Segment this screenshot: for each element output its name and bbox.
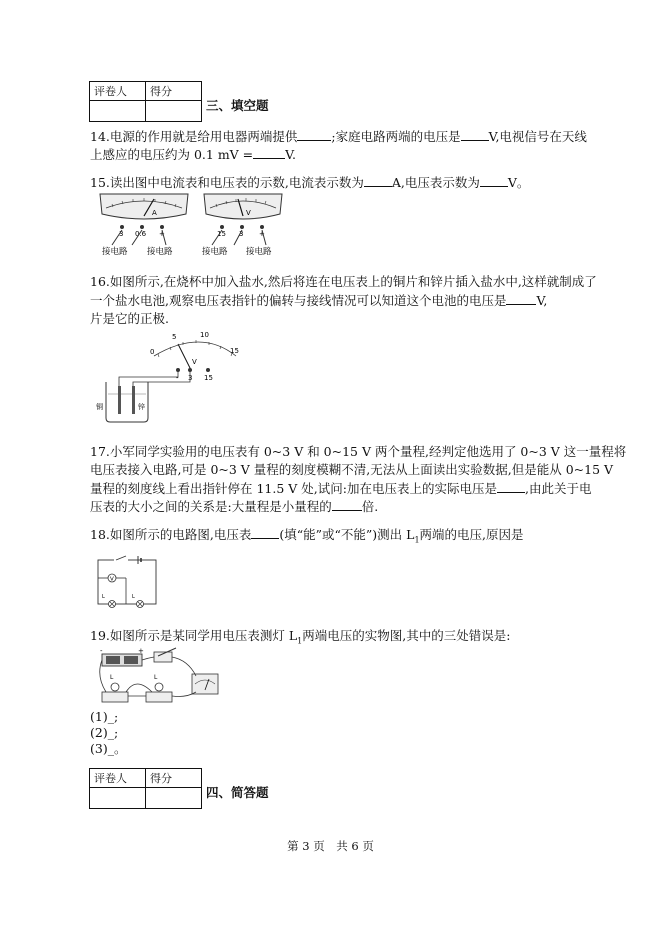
q19-item-3[interactable]: (3)_。: [90, 741, 127, 756]
plate-right-label: 锌: [138, 403, 145, 411]
svg-text:A: A: [152, 209, 157, 217]
ammeter-terminal-3: +: [159, 230, 165, 238]
score-box-2: [89, 768, 202, 809]
svg-text:L: L: [154, 674, 158, 681]
svg-text:L: L: [110, 674, 114, 681]
q14-line-1: 14.电源的作用就是给用电器两端提供 ;家庭电路两端的电压是 V,电视信号在天线: [90, 129, 587, 144]
terminal-label-minus: -: [176, 374, 179, 382]
ammeter-caption-1: 接电路: [102, 247, 128, 257]
section-4-title: 四、简答题: [206, 785, 269, 800]
voltmeter-terminal-1: 15: [217, 230, 226, 238]
q17-blank-1[interactable]: [497, 480, 525, 493]
svg-text:-: -: [100, 647, 103, 655]
q17-line-2: 电压表接入电路,可是 0~3 V 量程的刻度模糊不清,无法从上面读出实验数据,但是能从 0~15 V: [90, 462, 614, 477]
q19-line: 19.如图所示是某同学用电压表测灯 $L_1$两端电压的实物图,其中的三处错误是:: [90, 628, 511, 646]
score-box-1: [89, 81, 202, 122]
terminal-label-15: 15: [204, 374, 213, 382]
q15-blank-2[interactable]: [480, 174, 508, 187]
q14-line-2: 上感应的电压约为 0.1 mV = V.: [90, 147, 296, 162]
scale-label-0: 0: [150, 348, 155, 356]
q17-line-4: 压表的大小之间的关系是:大量程是小量程的 倍.: [90, 499, 379, 514]
scale-label-10: 10: [200, 331, 209, 339]
score-cell[interactable]: [146, 788, 202, 809]
voltmeter-terminal-2: 3: [239, 230, 244, 238]
ammeter-icon: [100, 194, 188, 257]
q14-blank-3[interactable]: [253, 146, 285, 159]
page-footer: 第 3 页 共 6 页: [287, 839, 374, 853]
voltmeter-terminal-3: +: [259, 230, 265, 238]
q19-physical-circuit-figure: [96, 646, 220, 710]
q17-line-1: 17.小军同学实验用的电压表有 0~3 V 和 0~15 V 两个量程,经判定他选用了 0~3 V 这一量程将: [90, 444, 627, 459]
plate-left-label: 铜: [96, 403, 103, 411]
lamp-l2-icon: [111, 683, 119, 691]
scale-label-15: 15: [230, 347, 239, 355]
q16-line-1: 16.如图所示,在烧杯中加入盐水,然后将连在电压表上的铜片和锌片插入盐水中,这样就制成了: [90, 274, 597, 289]
voltmeter-icon: [202, 194, 282, 257]
lamp-l1-icon: [155, 683, 163, 691]
q17-line-3: 量程的刻度线上看出指针停在 11.5 V 处,试问:加在电压表上的实际电压是 ,由此关于电: [90, 481, 592, 496]
svg-text:L: L: [102, 594, 105, 600]
voltmeter-icon: [192, 674, 218, 694]
ammeter-terminal-1: 3: [119, 230, 124, 238]
grader-cell[interactable]: [90, 788, 146, 809]
score-label: 得分: [146, 82, 202, 101]
svg-text:L: L: [132, 594, 135, 600]
q14-blank-2[interactable]: [461, 128, 489, 141]
q16-line-2: 一个盐水电池,观察电压表指针的偏转与接线情况可以知道这个电池的电压是 V,: [90, 293, 548, 308]
svg-text:V: V: [110, 576, 114, 583]
score-label: 得分: [146, 769, 202, 788]
q14-blank-1[interactable]: [297, 128, 331, 141]
terminal-label-3: 3: [188, 374, 193, 382]
grader-label: 评卷人: [90, 82, 146, 101]
voltmeter-caption-2: 接电路: [246, 247, 272, 257]
q18-line: 18.如图所示的电路图,电压表 (填“能”或“不能”)测出 $L_1$两端的电压,原因是: [90, 527, 524, 545]
q15-blank-1[interactable]: [364, 174, 392, 187]
q15-meters-figure: [92, 190, 292, 260]
section-3-title: 三、填空题: [206, 98, 269, 113]
lamp-l1-base-icon: [146, 692, 172, 702]
ammeter-caption-2: 接电路: [147, 247, 173, 257]
lamp-l2-base-icon: [102, 692, 128, 702]
q16-salt-battery-figure: [96, 330, 246, 426]
q19-item-2[interactable]: (2)_;: [90, 725, 119, 740]
q18-circuit-diagram: [92, 552, 172, 610]
scale-label-5: 5: [172, 333, 177, 341]
ammeter-terminal-2: 0.6: [135, 230, 147, 238]
grader-label: 评卷人: [90, 769, 146, 788]
svg-text:V: V: [246, 209, 251, 217]
score-cell[interactable]: [146, 101, 202, 122]
voltmeter-caption-1: 接电路: [202, 247, 228, 257]
q19-item-1[interactable]: (1)_;: [90, 709, 119, 724]
q15-line: 15.读出图中电流表和电压表的示数,电流表示数为 A,电压表示数为 V。: [90, 175, 530, 190]
q18-blank-1[interactable]: [251, 526, 279, 539]
q16-blank-1[interactable]: [506, 292, 536, 305]
svg-text:+: +: [138, 647, 144, 655]
voltmeter-unit: V: [192, 358, 197, 366]
grader-cell[interactable]: [90, 101, 146, 122]
q16-line-3: 片是它的正极.: [90, 311, 169, 326]
q17-blank-2[interactable]: [332, 498, 362, 511]
